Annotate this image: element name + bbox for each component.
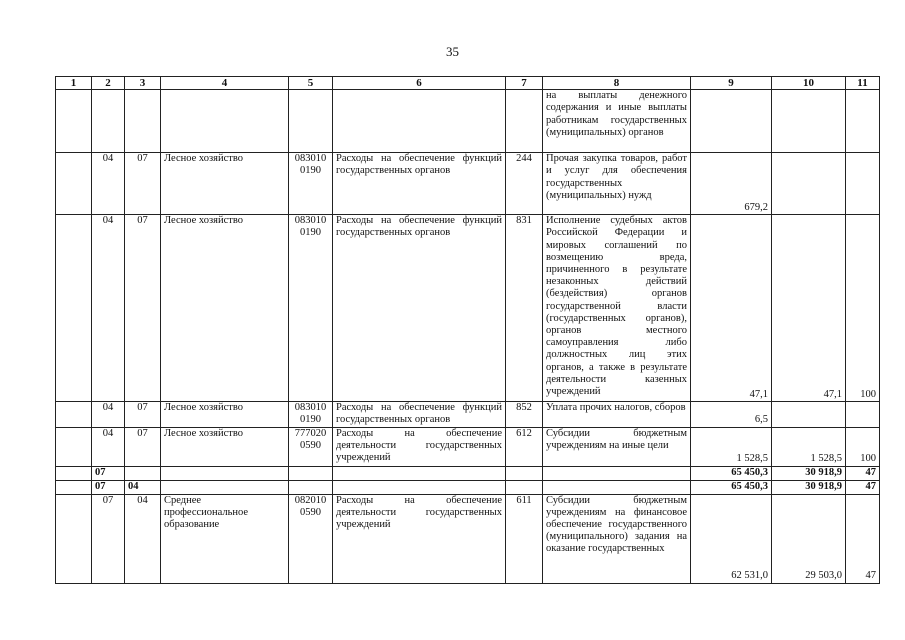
cell-article-name: Расходы на обеспечение деятельности государственных учреждений xyxy=(333,427,506,466)
cell-expense-type: 852 xyxy=(506,402,543,427)
cell-col-1 xyxy=(56,90,92,153)
cell-expense-type: 611 xyxy=(506,494,543,583)
cell-target-article xyxy=(289,480,333,494)
table-row xyxy=(56,153,880,215)
cell-name xyxy=(161,480,289,494)
cell-target-article: 082010 0590 xyxy=(289,494,333,583)
cell-expense-name: Исполнение судебных актов Российской Федерации и мировых соглашений по возмещению вреда, причиненного в результате незаконных действий (бездействия) органов государственной власти (государственных органов), органов местного самоуправления либо должностных лиц этих органов, а также в результате деятельности казенных учреждений xyxy=(543,215,691,402)
cell-col-1 xyxy=(56,480,92,494)
header-cell: 5 xyxy=(289,77,333,90)
cell-percent xyxy=(846,153,880,215)
cell-subsection: 07 xyxy=(125,153,161,215)
cell-executed: 29 503,0 xyxy=(772,494,846,583)
cell-expense-name: на выплаты денежного содержания и иные выплаты работникам государственных (муниципальных) органов xyxy=(543,90,691,153)
cell-target-article: 083010 0190 xyxy=(289,153,333,215)
cell-expense-name xyxy=(543,480,691,494)
cell-section: 07 xyxy=(92,466,125,480)
cell-percent xyxy=(846,402,880,427)
cell-col-1 xyxy=(56,153,92,215)
cell-article-name: Расходы на обеспечение функций государственных органов xyxy=(333,215,506,402)
header-cell: 3 xyxy=(125,77,161,90)
cell-expense-type xyxy=(506,480,543,494)
cell-executed: 47,1 xyxy=(772,215,846,402)
cell-name: Лесное хозяйство xyxy=(161,153,289,215)
cell-expense-name: Уплата прочих налогов, сборов xyxy=(543,402,691,427)
header-cell: 10 xyxy=(772,77,846,90)
cell-planned: 6,5 xyxy=(691,402,772,427)
table-row xyxy=(56,494,880,583)
cell-planned: 65 450,3 xyxy=(691,466,772,480)
cell-section: 04 xyxy=(92,427,125,466)
cell-article-name xyxy=(333,90,506,153)
cell-section: 04 xyxy=(92,215,125,402)
cell-percent xyxy=(846,90,880,153)
header-cell: 1 xyxy=(56,77,92,90)
cell-executed xyxy=(772,90,846,153)
cell-percent: 100 xyxy=(846,215,880,402)
cell-expense-type xyxy=(506,90,543,153)
cell-section: 07 xyxy=(92,480,125,494)
cell-subsection: 04 xyxy=(125,480,161,494)
cell-article-name: Расходы на обеспечение функций государственных органов xyxy=(333,153,506,215)
cell-article-name: Расходы на обеспечение деятельности государственных учреждений xyxy=(333,494,506,583)
cell-name: Лесное хозяйство xyxy=(161,427,289,466)
cell-col-1 xyxy=(56,466,92,480)
cell-executed: 1 528,5 xyxy=(772,427,846,466)
cell-target-article: 777020 0590 xyxy=(289,427,333,466)
table-row xyxy=(56,427,880,466)
cell-percent: 47 xyxy=(846,466,880,480)
cell-planned: 65 450,3 xyxy=(691,480,772,494)
cell-article-name xyxy=(333,480,506,494)
header-cell: 8 xyxy=(543,77,691,90)
cell-subsection: 07 xyxy=(125,427,161,466)
header-cell: 4 xyxy=(161,77,289,90)
cell-percent: 47 xyxy=(846,480,880,494)
cell-target-article: 083010 0190 xyxy=(289,215,333,402)
cell-name xyxy=(161,466,289,480)
cell-target-article xyxy=(289,466,333,480)
cell-name xyxy=(161,90,289,153)
cell-target-article xyxy=(289,90,333,153)
cell-subsection: 07 xyxy=(125,402,161,427)
header-row xyxy=(56,77,880,90)
cell-expense-type: 612 xyxy=(506,427,543,466)
table-row xyxy=(56,215,880,402)
cell-executed: 30 918,9 xyxy=(772,466,846,480)
cell-subsection: 07 xyxy=(125,215,161,402)
cell-col-1 xyxy=(56,494,92,583)
table-row-total xyxy=(56,466,880,480)
cell-name: Лесное хозяйство xyxy=(161,402,289,427)
cell-article-name xyxy=(333,466,506,480)
cell-expense-name xyxy=(543,466,691,480)
cell-planned: 62 531,0 xyxy=(691,494,772,583)
cell-executed: 30 918,9 xyxy=(772,480,846,494)
budget-table xyxy=(55,76,880,584)
cell-expense-type: 244 xyxy=(506,153,543,215)
cell-expense-type: 831 xyxy=(506,215,543,402)
header-cell: 6 xyxy=(333,77,506,90)
cell-subsection xyxy=(125,466,161,480)
cell-col-1 xyxy=(56,215,92,402)
cell-subsection: 04 xyxy=(125,494,161,583)
cell-planned: 1 528,5 xyxy=(691,427,772,466)
header-cell: 2 xyxy=(92,77,125,90)
cell-planned: 47,1 xyxy=(691,215,772,402)
cell-col-1 xyxy=(56,402,92,427)
table-row xyxy=(56,90,880,153)
cell-planned xyxy=(691,90,772,153)
cell-expense-name: Прочая закупка товаров, работ и услуг для обеспечения государственных (муниципальных) нужд xyxy=(543,153,691,215)
table-row xyxy=(56,402,880,427)
page-number: 35 xyxy=(446,44,459,59)
header-cell: 11 xyxy=(846,77,880,90)
cell-target-article: 083010 0190 xyxy=(289,402,333,427)
cell-percent: 100 xyxy=(846,427,880,466)
header-cell: 9 xyxy=(691,77,772,90)
cell-subsection xyxy=(125,90,161,153)
cell-article-name: Расходы на обеспечение функций государственных органов xyxy=(333,402,506,427)
cell-section xyxy=(92,90,125,153)
cell-executed xyxy=(772,402,846,427)
header-cell: 7 xyxy=(506,77,543,90)
cell-expense-name: Субсидии бюджетным учреждениям на финансовое обеспечение государственного (муниципального) задания на оказание государственных xyxy=(543,494,691,583)
cell-name: Среднее профессиональное образование xyxy=(161,494,289,583)
cell-section: 07 xyxy=(92,494,125,583)
cell-section: 04 xyxy=(92,153,125,215)
cell-expense-type xyxy=(506,466,543,480)
cell-col-1 xyxy=(56,427,92,466)
cell-planned: 679,2 xyxy=(691,153,772,215)
cell-percent: 47 xyxy=(846,494,880,583)
table-row-total xyxy=(56,480,880,494)
cell-name: Лесное хозяйство xyxy=(161,215,289,402)
cell-executed xyxy=(772,153,846,215)
cell-expense-name: Субсидии бюджетным учреждениям на иные цели xyxy=(543,427,691,466)
cell-section: 04 xyxy=(92,402,125,427)
